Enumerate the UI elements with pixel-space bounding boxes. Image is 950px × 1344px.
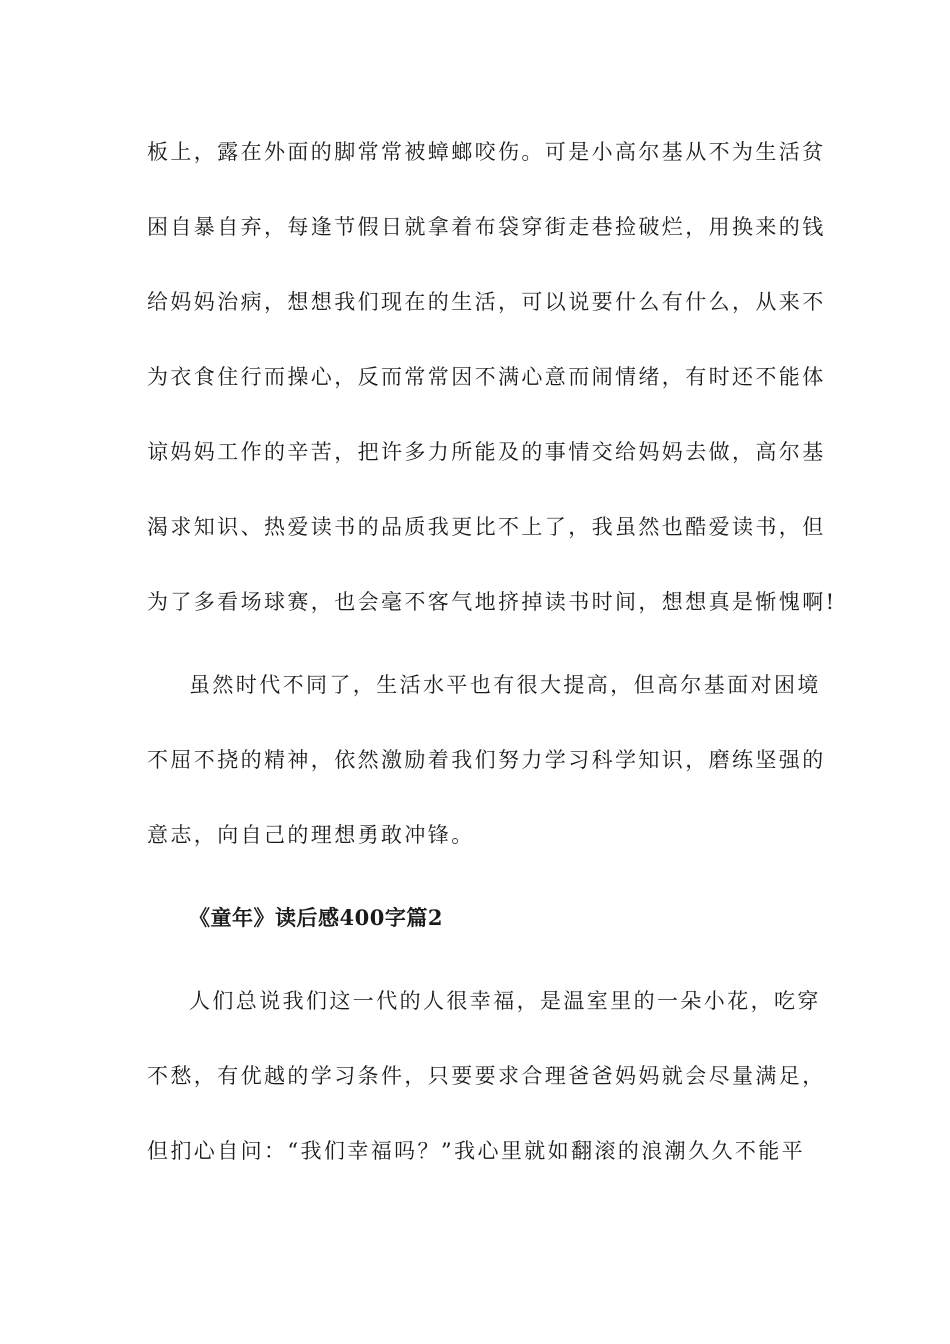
paragraph-line: 为衣食住行而操心，反而常常因不满心意而闹情绪，有时还不能体: [147, 365, 826, 389]
paragraph-line: 谅妈妈工作的辛苦，把许多力所能及的事情交给妈妈去做，高尔基: [147, 440, 826, 464]
paragraph-line: 渴求知识、热爱读书的品质我更比不上了，我虽然也酷爱读书，但: [147, 515, 826, 539]
section-heading: 《童年》读后感400字篇2: [189, 905, 443, 930]
paragraph-line: 人们总说我们这一代的人很幸福，是温室里的一朵小花，吃穿: [189, 989, 821, 1013]
paragraph-line: 困自暴自弃，每逢节假日就拿着布袋穿街走巷捡破烂，用换来的钱: [147, 215, 826, 239]
paragraph-line: 给妈妈治病，想想我们现在的生活，可以说要什么有什么，从来不: [147, 290, 826, 314]
paragraph-line: 不屈不挠的精神，依然激励着我们努力学习科学知识，磨练坚强的: [147, 748, 826, 772]
paragraph-line: 虽然时代不同了，生活水平也有很大提高，但高尔基面对困境: [189, 673, 821, 697]
paragraph-line: 不愁，有优越的学习条件，只要要求合理爸爸妈妈就会尽量满足，: [147, 1064, 826, 1088]
paragraph-line: 但扪心自问：“我们幸福吗？”我心里就如翻滚的浪潮久久不能平: [147, 1139, 806, 1163]
paragraph-line: 意志，向自己的理想勇敢冲锋。: [147, 823, 475, 847]
paragraph-line: 板上，露在外面的脚常常被蟑螂咬伤。可是小高尔基从不为生活贫: [147, 140, 826, 164]
paragraph-line: 为了多看场球赛，也会毫不客气地挤掉读书时间，想想真是惭愧啊!: [147, 590, 837, 614]
